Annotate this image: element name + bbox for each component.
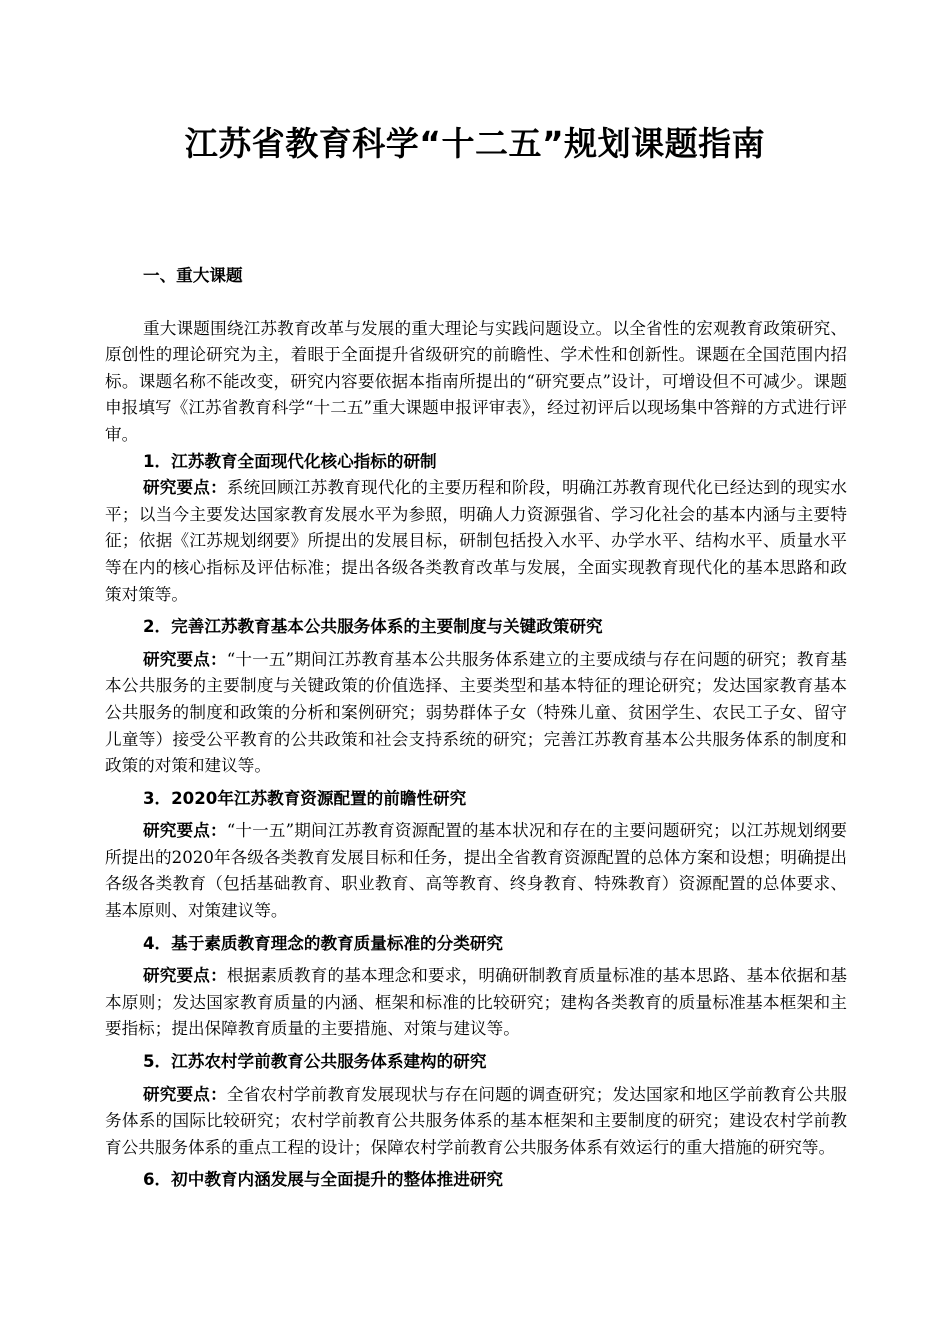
key-points-label: 研究要点： (143, 649, 227, 669)
item-key-points-1: 系统回顾江苏教育现代化的主要历程和阶段，明确江苏教育现代化已经达到的现实水平；以当今主要发达国家教育发展水平为参照，明确人力资源强省、学习化社会的基本内涵与主要特征；依据《江苏规划纲要》所提出的发展目标，研制包括投入水平、办学水平、结构水平、质量水平等在内的核心指标及评估标准；提出各级各类教育改革与发展，全面实现教育现代化的基本思路和政策对策等。 (105, 478, 848, 604)
item-body-5 (105, 1082, 847, 1162)
key-points-label: 研究要点： (143, 966, 227, 986)
item-heading-4: 4．基于素质教育理念的教育质量标准的分类研究 (143, 933, 504, 953)
item-heading-1: 1．江苏教育全面现代化核心指标的研制 (143, 451, 437, 471)
document-body (105, 263, 847, 1200)
item-heading-6: 6．初中教育内涵发展与全面提升的整体推进研究 (143, 1170, 504, 1190)
item-heading-2: 2．完善江苏教育基本公共服务体系的主要制度与关键政策研究 (143, 617, 603, 637)
section-heading: 一、重大课题 (143, 266, 243, 285)
item-body-4 (105, 963, 847, 1043)
item-key-points-5: 全省农村学前教育发展现状与存在问题的调查研究；发达国家和地区学前教育公共服务体系的国际比较研究；农村学前教育公共服务体系的基本框架和主要制度的研究；建设农村学前教育公共服务体系的重点工程的设计；保障农村学前教育公共服务体系有效运行的重大措施的研究等。 (105, 1084, 848, 1157)
item-body-1 (105, 475, 847, 608)
item-heading-5: 5．江苏农村学前教育公共服务体系建构的研究 (143, 1052, 487, 1072)
document-title: 江苏省教育科学“十二五”规划课题指南 (184, 124, 766, 163)
item-key-points-4: 根据素质教育的基本理念和要求，明确研制教育质量标准的基本思路、基本依据和基本原则；发达国家教育质量的内涵、框架和标准的比较研究；建构各类教育的质量标准基本框架和主要指标；提出保障教育质量的主要措施、对策与建议等。 (105, 966, 848, 1039)
item-key-points-3: “十一五”期间江苏教育资源配置的基本状况和存在的主要问题研究；以江苏规划纲要所提出的2020年各级各类教育发展目标和任务，提出全省教育资源配置的总体方案和设想；明确提出各级各类教育（包括基础教育、职业教育、高等教育、终身教育、特殊教育）资源配置的总体要求、基本原则、对策建议等。 (105, 821, 847, 921)
item-heading-3: 3．2020年江苏教育资源配置的前瞻性研究 (143, 788, 467, 808)
intro-paragraph: 重大课题围绕江苏教育改革与发展的重大理论与实践问题设立。以全省性的宏观教育政策研究、原创性的理论研究为主，着眼于全面提升省级研究的前瞻性、学术性和创新性。课题在全国范围内招标。课题名称不能改变，研究内容要依据本指南所提出的“研究要点”设计，可增设但不可减少。课题申报填写《江苏省教育科学“十二五”重大课题申报评审表》，经过初评后以现场集中答辩的方式进行评审。 (105, 318, 847, 444)
key-points-label: 研究要点： (143, 478, 227, 498)
key-points-label: 研究要点： (143, 821, 227, 841)
item-key-points-2: “十一五”期间江苏教育基本公共服务体系建立的主要成绩与存在问题的研究；教育基本公共服务的主要制度与关键政策的价值选择、主要类型和基本特征的理论研究；发达国家教育基本公共服务的制度和政策的分析和案例研究；弱势群体子女（特殊儿童、贫困学生、农民工子女、留守儿童等）接受公平教育的公共政策和社会支持系统的研究；完善江苏教育基本公共服务体系的制度和政策的对策和建议等。 (105, 649, 847, 776)
item-body-3 (105, 818, 847, 924)
item-body-2 (105, 647, 847, 780)
key-points-label: 研究要点： (143, 1084, 227, 1104)
